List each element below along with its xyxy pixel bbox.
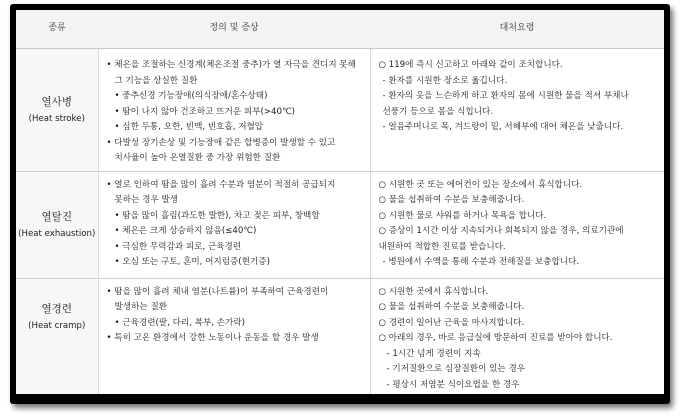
definition-line: 치사율이 높아 온열질환 중 가장 위험한 질환: [114, 153, 281, 163]
action-line: ○ 아래의 경우, 바로 응급실에 방문하여 진료를 받아야 합니다.: [378, 333, 613, 343]
definition-line: • 땀을 많이 흘림(과도한 발한), 차고 젖은 피부, 창백함: [114, 210, 320, 221]
definition-line: • 오심 또는 구토, 혼미, 어지럼증(현기증): [114, 257, 270, 267]
heat-illness-table-panel: [16, 10, 664, 394]
action-line: 선풍기 등으로 몸을 식힙니다.: [382, 106, 494, 117]
type-cell: [16, 171, 98, 278]
definition-line: • 특히 고온 환경에서 강한 노동이나 운동을 할 경우 발생: [106, 333, 319, 343]
illness-name: 열사병: [41, 96, 72, 108]
header-action: 대처요령: [370, 10, 664, 49]
table-row: [16, 278, 664, 394]
definition-line: 그 기능을 상실한 질환: [114, 75, 198, 86]
definition-line: • 다발성 장기손상 및 기능장애 같은 합병증이 발생할 수 있고: [106, 137, 336, 148]
illness-english-name: (Heat exhaustion): [18, 228, 96, 239]
illness-name: 열탈진: [41, 210, 72, 223]
definition-line: • 극심한 무력감과 피로, 근육경련: [114, 241, 242, 252]
heat-illness-table: [16, 10, 664, 394]
action-cell: [370, 49, 664, 172]
illness-name: 열경련: [41, 302, 72, 315]
action-line: ○ 물을 섭취하여 수분을 보충해줍니다.: [378, 195, 525, 205]
definition-line: • 심한 두통, 오한, 빈맥, 빈호흡, 저혈압: [114, 122, 264, 132]
action-line: - 얼음주머니로 목, 겨드랑이 밑, 서혜부에 대어 체온을 낮춥니다.: [382, 122, 624, 132]
action-line: - 환자의 옷을 느슨하게 하고 환자의 몸에 시원한 물을 적셔 부채나: [382, 91, 629, 101]
action-line: - 평상시 저염분 식이요법을 한 경우: [386, 379, 520, 390]
action-line: ○ 증상이 1시간 이상 지속되거나 회복되지 않을 경우, 의료기관에: [378, 226, 624, 236]
type-cell: [16, 49, 98, 172]
definition-line: • 땀을 많이 흘려 체내 염분(나트륨)이 부족하여 근육경련이: [106, 286, 329, 297]
action-line: - 환자를 시원한 장소로 옮깁니다.: [382, 75, 508, 86]
action-line: ○ 시원한 물로 샤워를 하거나 목욕을 합니다.: [378, 210, 547, 221]
definition-line: • 열로 인하여 땀을 많이 흘려 수분과 염분이 적절히 공급되지: [106, 179, 336, 190]
action-line: - 1시간 넘게 경련이 지속: [386, 348, 481, 359]
definition-cell: [98, 171, 370, 278]
table-header-row: [16, 10, 664, 49]
definition-line: • 체온은 크게 상승하지 않음(≤40℃): [114, 226, 257, 236]
definition-line: • 중추신경 기능장애(의식장애/혼수상태): [114, 91, 268, 101]
definition-cell: [98, 49, 370, 172]
action-cell: [370, 171, 664, 278]
action-line: 내원하여 적합한 진료를 받습니다.: [378, 241, 506, 252]
definition-cell: [98, 278, 370, 394]
action-line: - 기저질환으로 심장질환이 있는 경우: [386, 364, 526, 374]
header-definition: 정의 및 증상: [98, 10, 370, 49]
definition-line: • 땀이 나지 않아 건조하고 뜨거운 피부(>40℃): [114, 106, 295, 117]
illness-english-name: (Heat cramp): [28, 320, 86, 331]
action-line: ○ 경련이 일어난 근육을 마사지합니다.: [378, 317, 525, 328]
table-row: [16, 49, 664, 172]
action-line: ○ 시원한 곳에서 휴식합니다.: [378, 286, 489, 297]
definition-line: 발생하는 질환: [114, 302, 168, 312]
action-line: ○ 시원한 곳 또는 에어컨이 있는 장소에서 휴식합니다.: [378, 179, 583, 190]
header-type: 종류: [16, 10, 98, 49]
action-cell: [370, 278, 664, 394]
action-line: - 병원에서 수액을 통해 수분과 전해질을 보충합니다.: [382, 257, 580, 267]
definition-line: 못하는 경우 발생: [114, 195, 179, 205]
action-line: ○ 물을 섭취하여 수분을 보충해줍니다.: [378, 302, 525, 312]
type-cell: [16, 278, 98, 394]
action-line: ○ 119에 즉시 신고하고 아래와 같이 조치합니다.: [378, 60, 563, 70]
table-row: [16, 171, 664, 278]
definition-line: • 체온을 조절하는 신경계(체온조절 중추)가 열 자극을 견디지 못해: [106, 60, 356, 70]
illness-english-name: (Heat stroke): [28, 114, 85, 124]
definition-line: • 근육경련(팔, 다리, 복부, 손가락): [114, 317, 246, 328]
